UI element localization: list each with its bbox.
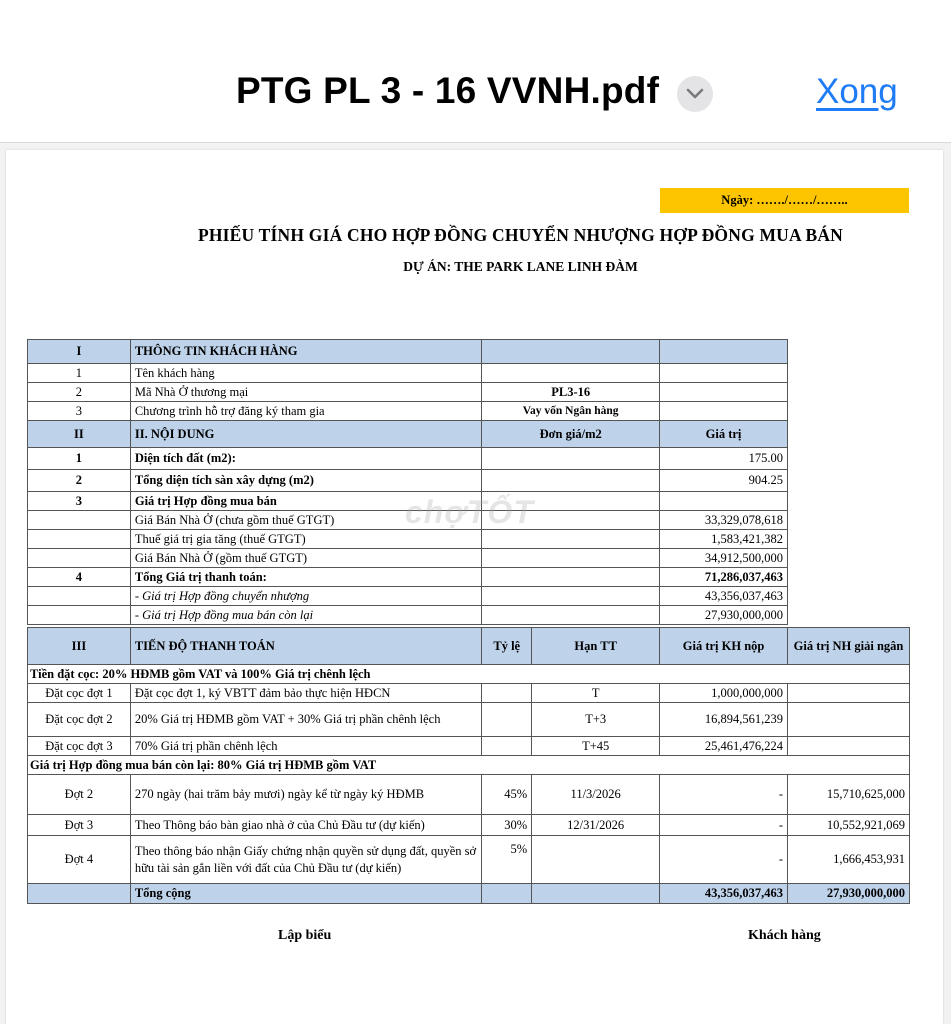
top-bar (0, 0, 951, 143)
done-button[interactable]: Xong (816, 72, 898, 111)
group-title-row: Giá trị Hợp đồng mua bán còn lại: 80% Giá trị HĐMB gồm VAT (28, 756, 910, 775)
section1-header (28, 340, 788, 364)
chevron-down-icon[interactable] (677, 76, 713, 112)
table-row: 1 Tên khách hàng (28, 364, 788, 383)
payment-schedule-table (27, 627, 910, 904)
signature-customer: Khách hàng (748, 928, 821, 943)
table-row: 4 Tổng Giá trị thanh toán: 71,286,037,463 (28, 568, 788, 587)
table-row: 2 Tổng diện tích sàn xây dựng (m2) 904.25 (28, 470, 788, 492)
watermark-logo: chợTỐT (405, 494, 534, 530)
group-title-row: Tiền đặt cọc: 20% HĐMB gồm VAT và 100% Giá trị chênh lệch (28, 665, 910, 684)
table-row: 3 Giá trị Hợp đồng mua bán (28, 492, 788, 511)
project-name: DỰ ÁN: THE PARK LANE LINH ĐÀM (403, 259, 638, 274)
table-row: Đặt cọc đợt 3 70% Giá trị phần chênh lệch T+45 25,461,476,224 (28, 737, 910, 756)
section3-header: III TIẾN ĐỘ THANH TOÁN Tỷ lệ Hạn TT Giá trị KH nộp Giá trị NH giải ngân (28, 628, 910, 665)
table-row: Đợt 2 270 ngày (hai trăm bảy mươi) ngày kể từ ngày ký HĐMB 45% 11/3/2026 - 15,710,625,000 (28, 775, 910, 815)
section-title: THÔNG TIN KHÁCH HÀNG (130, 340, 481, 364)
info-table (27, 339, 788, 625)
section2-header: II II. NỘI DUNG Đơn giá/m2 Giá trị (28, 421, 788, 448)
table-row: 1 Diện tích đất (m2): 175.00 (28, 448, 788, 470)
file-title: PTG PL 3 - 16 VVNH.pdf (236, 70, 660, 111)
section-number: I (28, 340, 131, 364)
table-row: Đặt cọc đợt 1 Đặt cọc đợt 1, ký VBTT đảm bảo thực hiện HĐCN T 1,000,000,000 (28, 684, 910, 703)
table-row: 2 Mã Nhà Ở thương mại PL3-16 (28, 383, 788, 402)
table-row: Đặt cọc đợt 2 20% Giá trị HĐMB gồm VAT + 30% Giá trị phần chênh lệch T+3 16,894,561,239 (28, 703, 910, 737)
table-row: 3 Chương trình hỗ trợ đăng ký tham gia Vay vốn Ngân hàng (28, 402, 788, 421)
table-row: - Giá trị Hợp đồng mua bán còn lại 27,930,000,000 (28, 606, 788, 625)
table-row: Giá Bán Nhà Ở (chưa gồm thuế GTGT) 33,329,078,618 (28, 511, 788, 530)
table-row: Giá Bán Nhà Ở (gồm thuế GTGT) 34,912,500,000 (28, 549, 788, 568)
document-title: PHIẾU TÍNH GIÁ CHO HỢP ĐỒNG CHUYỂN NHƯỢNG HỢP ĐỒNG MUA BÁN (197, 225, 844, 245)
table-row: Thuế giá trị gia tăng (thuế GTGT) 1,583,421,382 (28, 530, 788, 549)
table-row: - Giá trị Hợp đồng chuyển nhượng 43,356,037,463 (28, 587, 788, 606)
date-field: Ngày: ……./……/…….. (660, 188, 909, 213)
table-row: Đợt 4 Theo thông báo nhận Giấy chứng nhận quyền sử dụng đất, quyền sở hữu tài sản gắn liền với đất của Chủ Đầu tư (dự kiến) 5% - 1,666,453,931 (28, 836, 910, 884)
signature-preparer: Lập biểu (278, 928, 332, 943)
total-row: Tổng cộng 43,356,037,463 27,930,000,000 (28, 884, 910, 904)
table-row: Đợt 3 Theo Thông báo bàn giao nhà ở của Chủ Đầu tư (dự kiến) 30% 12/31/2026 - 10,552,921,069 (28, 815, 910, 836)
